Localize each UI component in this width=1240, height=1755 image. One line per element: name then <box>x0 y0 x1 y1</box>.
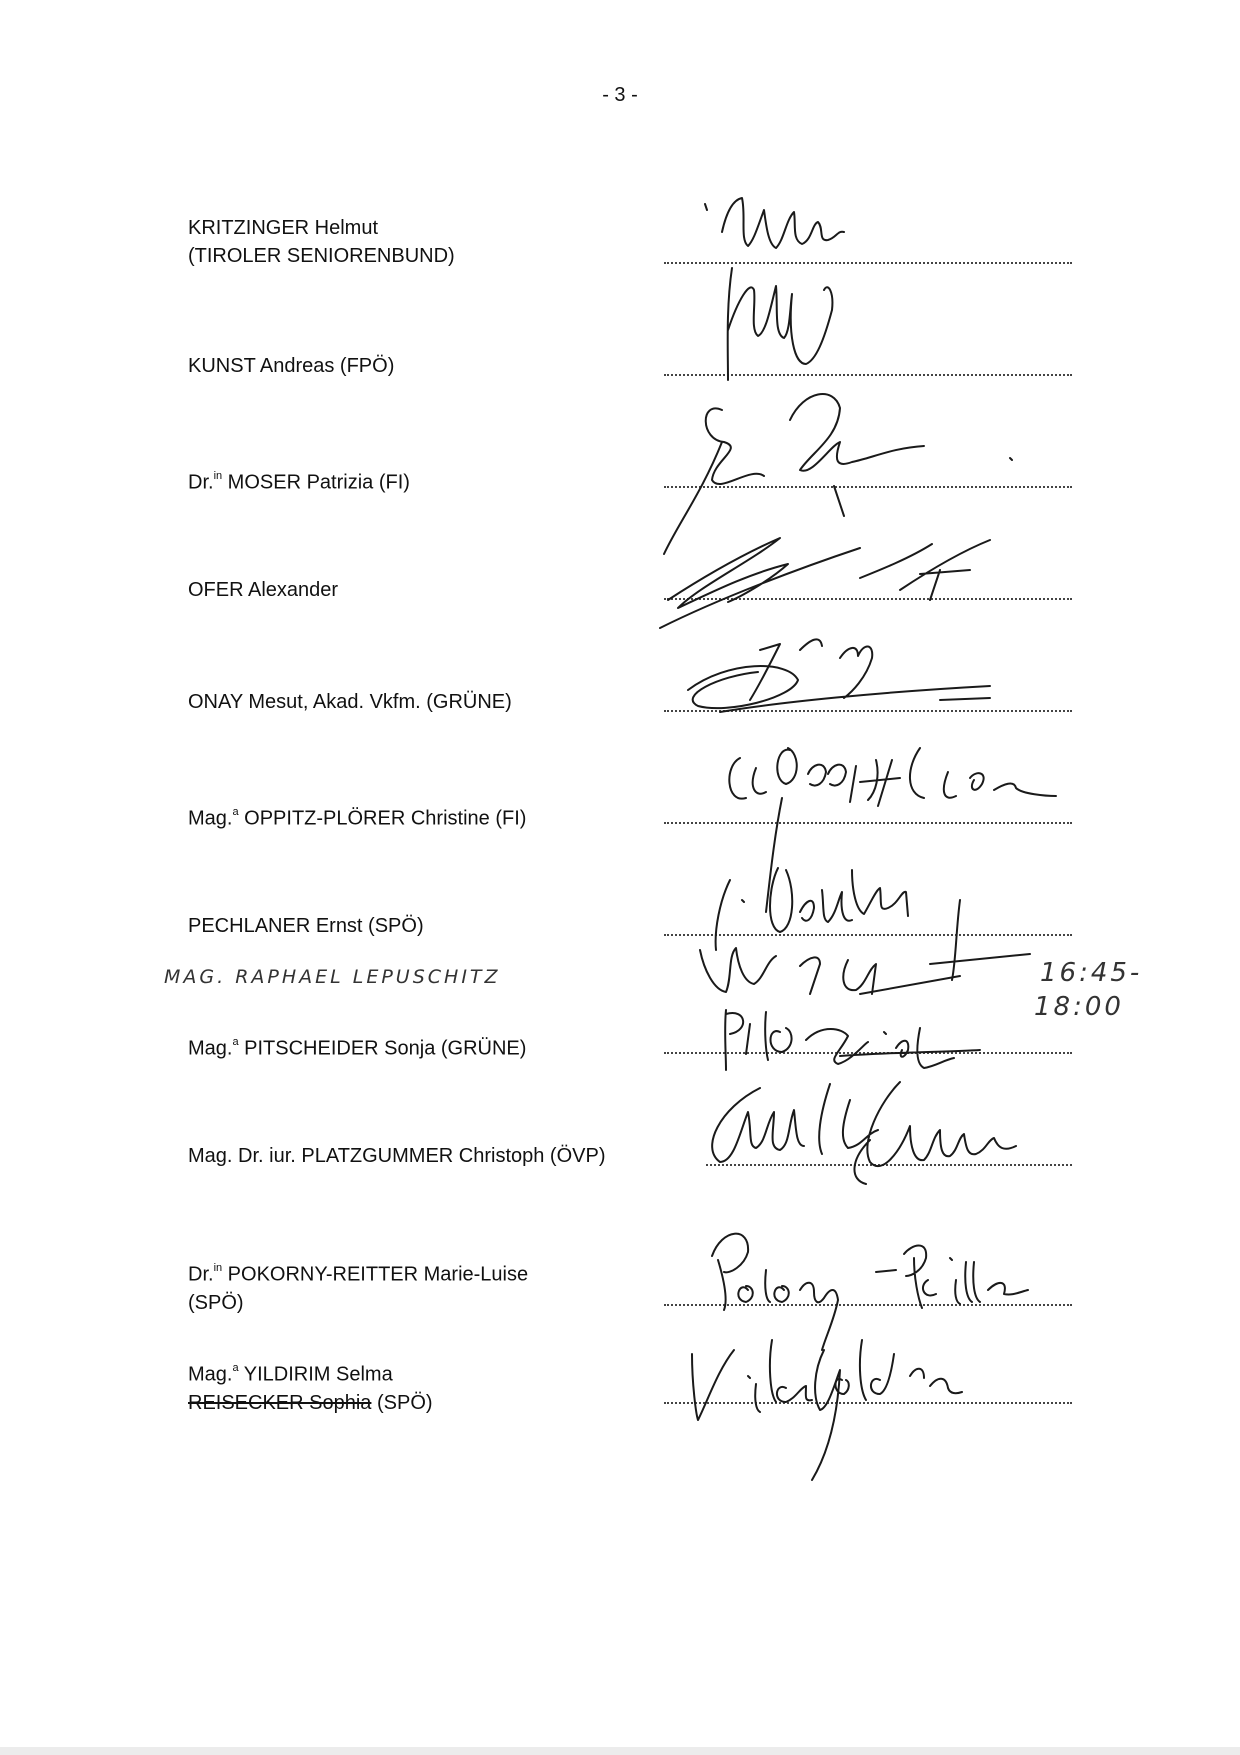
signature-pokorny-reitter <box>712 1234 1028 1350</box>
signer-name: PITSCHEIDER Sonja (GRÜNE) <box>238 1037 527 1060</box>
title-prefix: Mag. <box>188 1037 233 1060</box>
signer-name: KRITZINGER Helmut <box>188 217 379 239</box>
signature-lepuschitz <box>700 948 1030 994</box>
handwritten-time-from: 16:45- <box>1040 958 1143 988</box>
title-prefix: Mag. <box>188 1363 233 1386</box>
signature-line <box>664 374 1072 376</box>
signature-onay <box>688 639 990 712</box>
signature-moser <box>664 394 1012 554</box>
title-suffix: in <box>213 470 223 482</box>
signature-kunst <box>728 268 833 380</box>
signer-pokorny-reitter <box>188 1256 688 1317</box>
signer-platzgummer <box>188 1142 688 1170</box>
signer-kunst <box>188 352 688 380</box>
signer-oppitz-ploerer <box>188 800 688 833</box>
signature-pitscheider <box>725 1010 980 1070</box>
title-suffix: a <box>232 1362 239 1374</box>
title-prefix: Dr. <box>188 471 214 494</box>
signer-pitscheider <box>188 1030 688 1063</box>
signer-name: MOSER Patrizia (FI) <box>222 471 410 494</box>
signature-line <box>664 598 1072 600</box>
signer-affiliation: (SPÖ) <box>371 1391 433 1414</box>
signer-moser <box>188 464 688 497</box>
signature-line <box>664 1304 1072 1306</box>
signer-onay <box>188 688 688 716</box>
signature-line <box>664 710 1072 712</box>
signature-line <box>664 934 1072 936</box>
signature-pechlaner <box>716 868 960 980</box>
signer-name: OPPITZ-PLÖRER Christine (FI) <box>238 807 527 830</box>
page-number: - 3 - <box>602 84 638 106</box>
signature-line <box>664 822 1072 824</box>
signature-yildirim <box>692 1340 962 1480</box>
signer-name: POKORNY-REITTER Marie-Luise <box>222 1263 529 1286</box>
signature-line <box>664 262 1072 264</box>
signer-affiliation: (SPÖ) <box>188 1291 244 1314</box>
signature-line <box>664 1052 1072 1054</box>
signature-line <box>664 1402 1072 1404</box>
title-prefix: Dr. <box>188 1263 214 1286</box>
signer-affiliation: (TIROLER SENIORENBUND) <box>188 245 455 267</box>
handwritten-time-to: 18:00 <box>1034 992 1124 1022</box>
signer-name: PECHLANER Ernst (SPÖ) <box>188 915 424 937</box>
struck-name: REISECKER Sophia <box>188 1391 372 1414</box>
signer-name: YILDIRIM Selma <box>238 1363 393 1386</box>
signature-line <box>664 486 1072 488</box>
signature-kritzinger <box>705 198 844 248</box>
title-suffix: a <box>232 806 239 818</box>
signer-yildirim <box>188 1356 688 1417</box>
handwritten-substitute-name: MAG. RAPHAEL LEPUSCHITZ <box>164 966 501 988</box>
signer-name: Mag. Dr. iur. PLATZGUMMER Christoph (ÖVP) <box>188 1145 606 1167</box>
signer-ofer <box>188 576 688 604</box>
signature-ofer <box>660 538 990 628</box>
title-suffix: a <box>232 1036 239 1048</box>
signer-name: OFER Alexander <box>188 579 339 601</box>
signature-line <box>706 1164 1072 1166</box>
signer-kritzinger <box>188 214 688 270</box>
signer-name: KUNST Andreas (FPÖ) <box>188 355 395 377</box>
title-suffix: in <box>213 1262 223 1274</box>
signature-oppitz-ploerer <box>729 748 1056 912</box>
title-prefix: Mag. <box>188 807 233 830</box>
signer-pechlaner <box>188 912 688 940</box>
scan-bottom-edge <box>0 1747 1240 1755</box>
signer-name: ONAY Mesut, Akad. Vkfm. (GRÜNE) <box>188 691 512 713</box>
signature-platzgummer <box>712 1082 1016 1184</box>
